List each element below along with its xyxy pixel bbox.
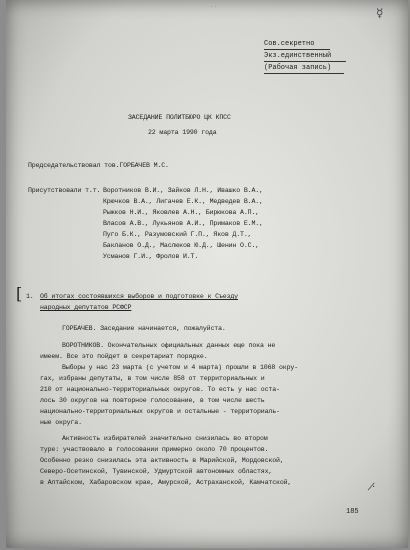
body-line: ВОРОТНИКОВ. Окончательных официальных данных еще пока не	[62, 342, 276, 349]
present-line: Бакланов О.Д., Маслюков Ю.Д., Шенин О.С.,	[103, 242, 260, 249]
agenda-item-title: Об итогах состоявшихся выборов и подготовке к Съезду	[40, 293, 238, 300]
underline	[264, 49, 330, 50]
body-line: лось 30 округов на повторное голосование, в том числе шесть	[40, 397, 265, 404]
punch-hole-dots: · ·	[211, 4, 217, 11]
body-line: в Алтайском, Хабаровском крае, Амурской, Астраханской, Камчатской,	[40, 479, 292, 486]
present-line: Крючков В.А., Лигачев Е.К., Медведев В.А.,	[103, 198, 263, 205]
body-line: туре: участвовало в голосовании примерно около 70 процентов.	[40, 446, 269, 453]
present-line: Власов А.В., Лукьянов А.И., Примаков Е.М.,	[103, 220, 263, 227]
margin-mark: ·̸	[372, 482, 376, 493]
present-line: Рыжков Н.И., Яковлев А.Н., Бирюкова А.П.,	[103, 209, 260, 216]
agenda-item-number: 1.	[26, 293, 34, 300]
body-line: имеем. Все это пойдет в секретариат порядке.	[40, 353, 208, 360]
underline	[264, 61, 346, 62]
classification-line: Экз.единственный	[264, 52, 332, 60]
document-sheet	[6, 0, 408, 548]
body-line: гах, избраны депутаты, в том числе 858 от территориальных и	[40, 375, 265, 382]
body-line: Активность избирателей значительно снизилась во втором	[62, 435, 268, 442]
present-line: Пуго Б.К., Разумовский Г.П., Яков Д.Т.,	[103, 231, 252, 238]
body-line: национально-территориальных округов и остальные - территориаль-	[40, 408, 280, 415]
body-line: 210 от национально-территориальных округов. То есть у нас оста-	[40, 386, 280, 393]
classification-line: (Рабочая запись)	[264, 64, 332, 72]
body-line: Особенно резко снизилась эта активность в Марийской, Мордовской,	[40, 457, 284, 464]
underline	[264, 73, 344, 74]
speaker-line: ГОРБАЧЕВ. Заседание начинается, пожалуйста.	[62, 325, 226, 332]
chair-line: Председательствовал тов.ГОРБАЧЕВ М.С.	[28, 162, 169, 169]
page-number: 185	[346, 508, 359, 516]
body-line: Выборы у нас 23 марта (с учетом и 4 марта) прошли в 1068 окру-	[62, 364, 299, 371]
handwritten-mark: ☿	[376, 6, 384, 20]
classification-line: Сов.секретно	[264, 40, 315, 48]
present-line: Воротников В.И., Зайков Л.Н., Ивашко В.А.,	[103, 187, 263, 194]
agenda-item-title: народных депутатов РСФСР	[40, 304, 132, 311]
margin-bracket: [	[16, 284, 23, 303]
document-date: 22 марта 1990 года	[148, 129, 217, 136]
body-line: Северо-Осетинской, Тувинской, Удмуртской автономных областях,	[40, 468, 273, 475]
document-title: ЗАСЕДАНИЕ ПОЛИТБЮРО ЦК КПСС	[128, 114, 231, 121]
present-label: Присутствовали т.т.	[28, 187, 101, 194]
body-line: ные округа.	[40, 419, 82, 426]
present-line: Усманов Г.И., Фролов И.Т.	[103, 253, 199, 260]
